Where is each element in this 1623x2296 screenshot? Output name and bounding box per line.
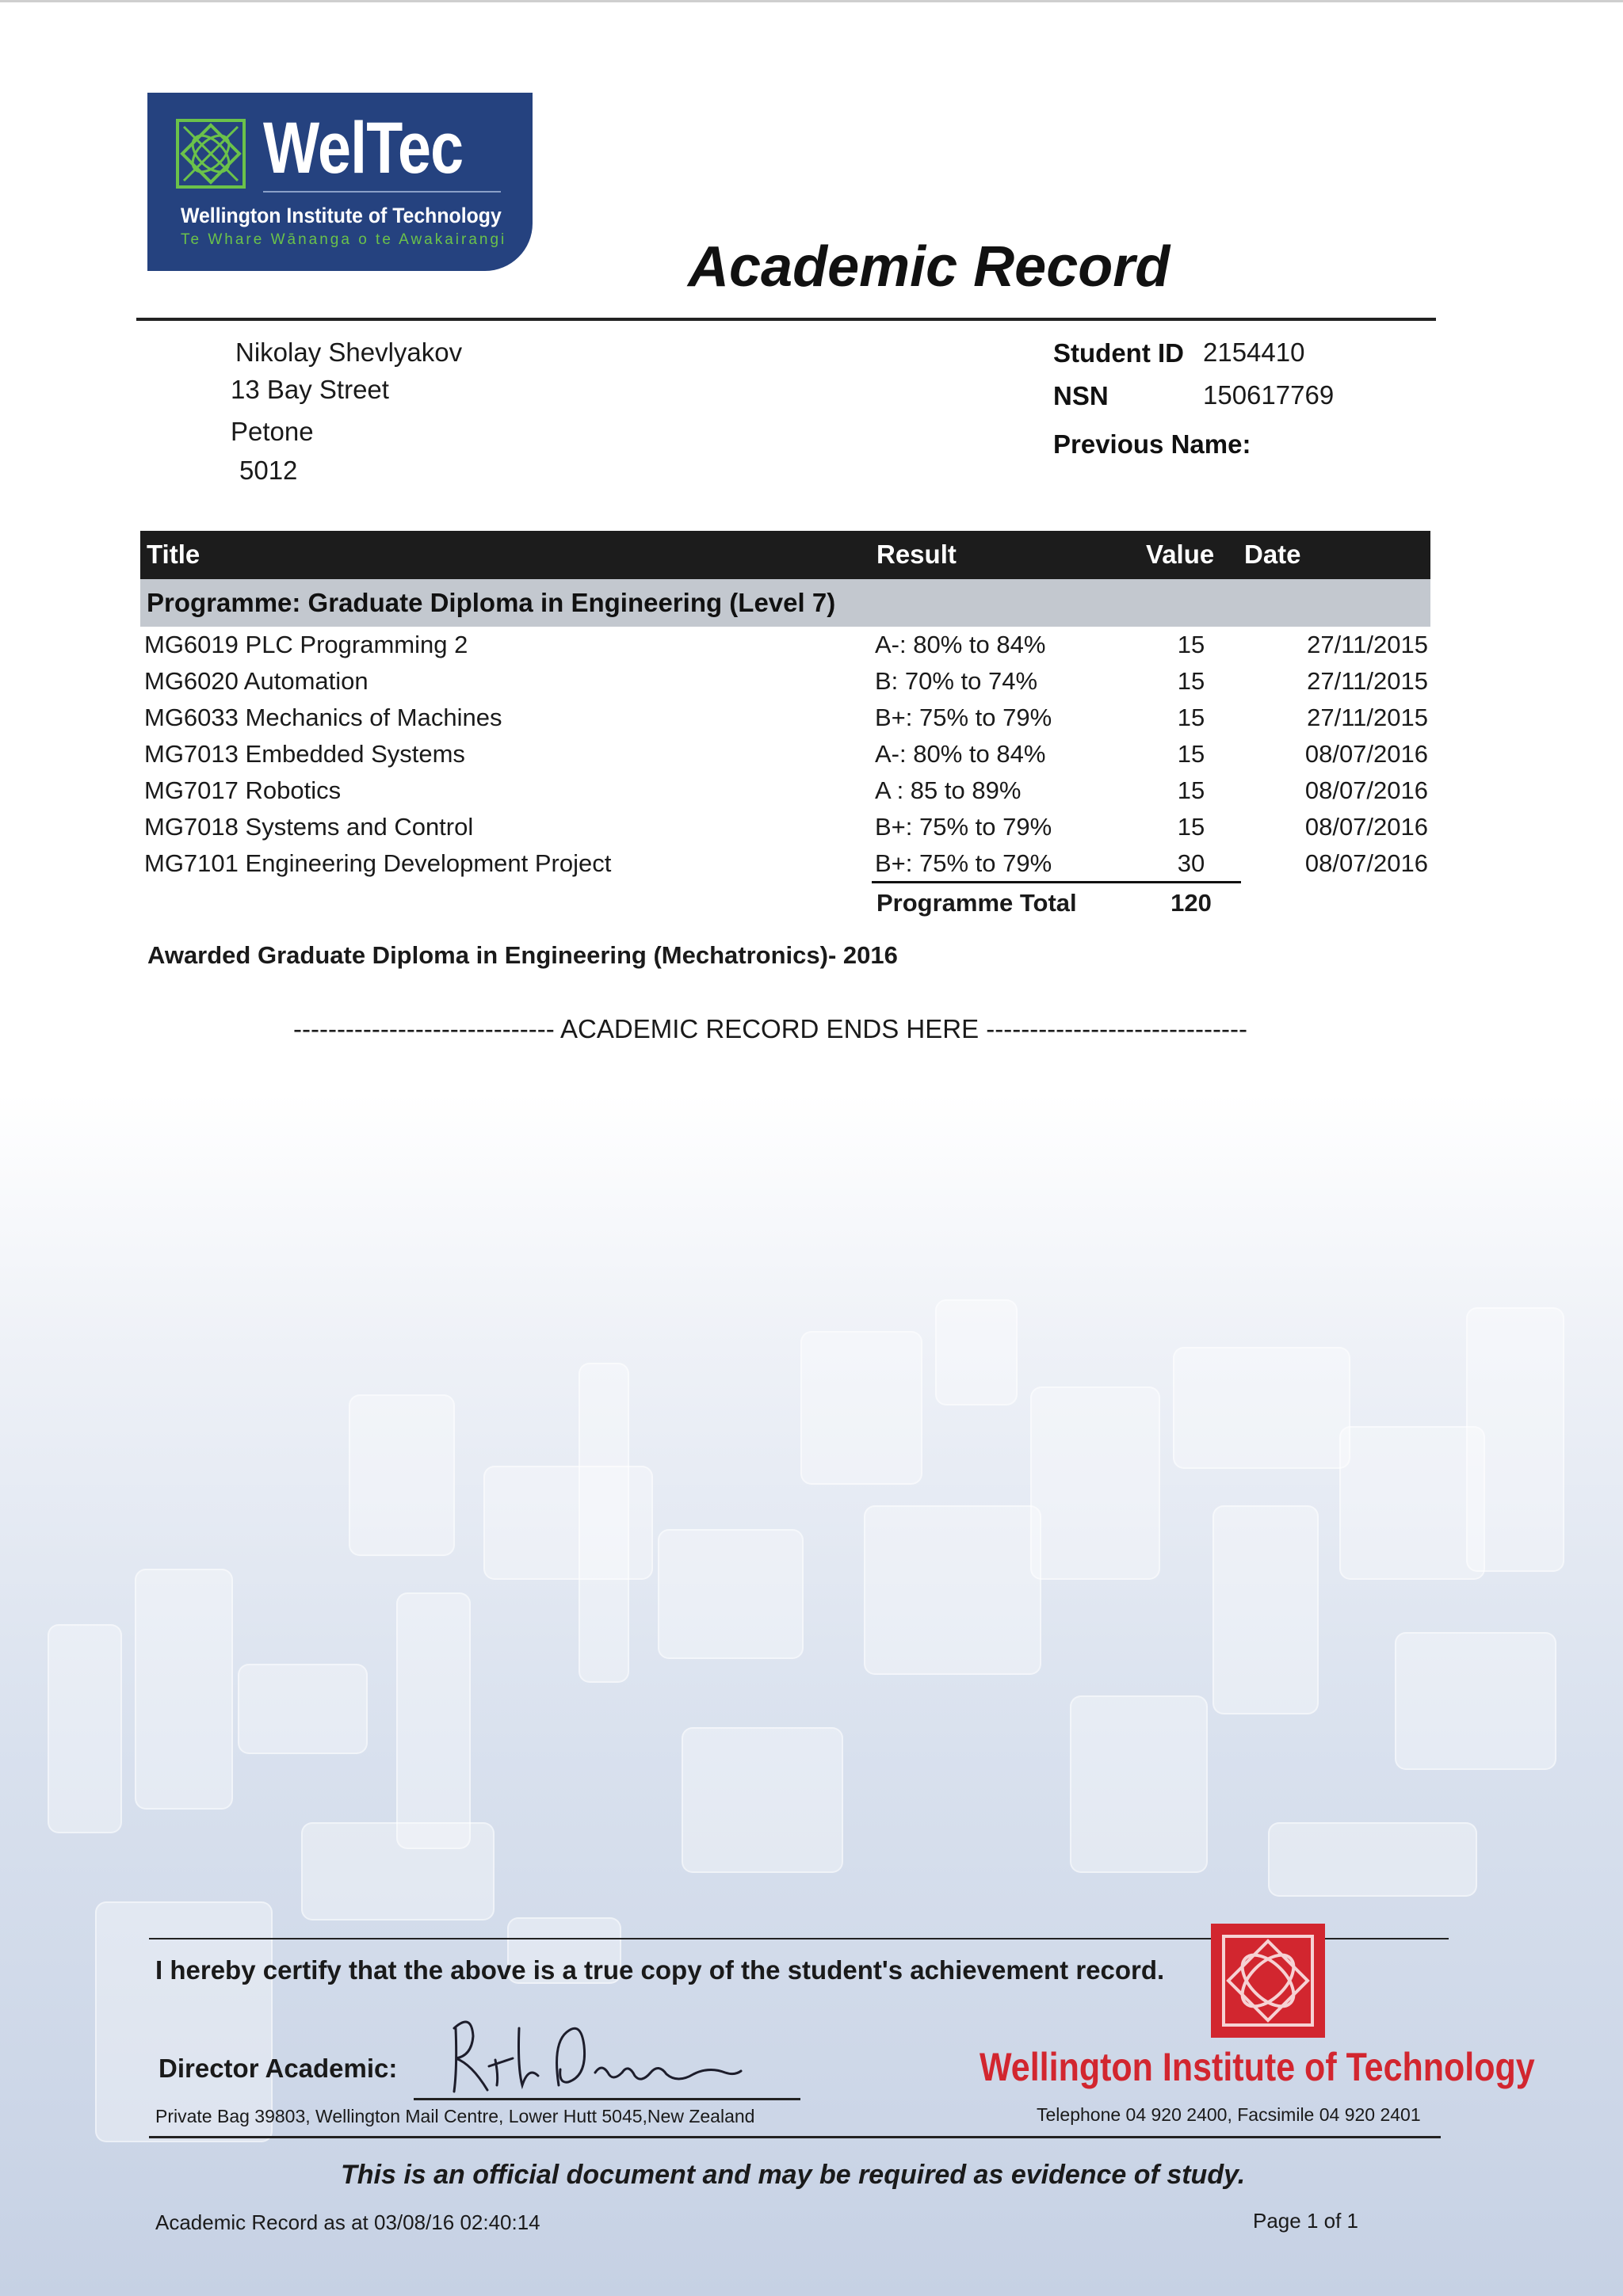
table-row [0,849,1623,886]
course-title: MG7018 Systems and Control [144,813,474,841]
signature-line [414,2098,800,2100]
course-value: 15 [1177,667,1205,695]
table-row [0,740,1623,776]
header-date: Date [1244,540,1301,569]
course-title: MG7013 Embedded Systems [144,740,465,768]
header-title: Title [147,540,200,569]
address-line-1: 13 Bay Street [231,375,389,404]
header-result: Result [876,540,957,569]
course-value: 15 [1177,704,1205,731]
table-row [0,631,1623,667]
course-date: 27/11/2015 [1307,631,1428,658]
course-value: 30 [1177,849,1205,877]
address-line-2: Petone [231,417,314,446]
logo-divider [263,191,501,193]
course-result: B+: 75% to 79% [875,704,1052,731]
table-header [140,531,1430,579]
course-value: 15 [1177,740,1205,768]
table-row [0,776,1623,813]
table-row [0,813,1623,849]
award-statement: Awarded Graduate Diploma in Engineering (Mechatronics)- 2016 [147,941,898,969]
course-result: A : 85 to 89% [875,776,1022,804]
course-result: B+: 75% to 79% [875,849,1052,877]
course-value: 15 [1177,776,1205,804]
address-postcode: 5012 [239,456,298,485]
table-row [0,667,1623,704]
course-result: A-: 80% to 84% [875,631,1046,658]
course-date: 27/11/2015 [1307,667,1428,695]
course-title: MG6033 Mechanics of Machines [144,704,502,731]
course-date: 08/07/2016 [1304,776,1428,804]
programme-total-label: Programme Total [876,889,1077,917]
logo-wordmark: WelTec [263,108,464,189]
footer-bottom-divider [149,2136,1441,2138]
total-divider [872,881,1241,883]
student-id-value: 2154410 [1203,338,1305,367]
course-result: B: 70% to 74% [875,667,1038,695]
course-date: 27/11/2015 [1307,704,1428,731]
director-signature [440,1997,773,2100]
programme-total-value: 120 [1170,889,1212,917]
top-edge-line [0,0,1623,2]
document-title: Academic Record [688,235,1170,299]
student-name: Nikolay Shevlyakov [235,338,463,367]
student-id-label: Student ID [1053,338,1184,368]
contact-phone: Telephone 04 920 2400, Facsimile 04 920 2401 [1037,2104,1421,2125]
course-title: MG6019 PLC Programming 2 [144,631,468,658]
programme-row [140,579,1430,627]
course-title: MG7101 Engineering Development Project [144,849,612,877]
record-timestamp: Academic Record as at 03/08/16 02:40:14 [155,2210,540,2234]
nsn-label: NSN [1053,381,1109,410]
weltec-stamp-icon [1211,1924,1325,2038]
record-end-marker: ------------------------------ ACADEMIC RECORD ENDS HERE ------------------------------ [293,1014,1247,1043]
title-divider [136,318,1436,321]
course-title: MG7017 Robotics [144,776,342,804]
course-value: 15 [1177,631,1205,658]
course-title: MG6020 Automation [144,667,369,695]
programme-name: Programme: Graduate Diploma in Engineering (Level 7) [147,588,836,617]
institution-name-stamp: Wellington Institute of Technology [980,2045,1535,2089]
weltec-logo [147,93,533,271]
course-value: 15 [1177,813,1205,841]
official-document-note: This is an official document and may be required as evidence of study. [341,2160,1246,2190]
nsn-value: 150617769 [1203,380,1335,410]
header-value: Value [1146,540,1215,569]
logo-subtitle: Wellington Institute of Technology [181,204,502,227]
course-result: B+: 75% to 79% [875,813,1052,841]
logo-maori-name: Te Whare Wānanga o te Awakairangi [181,231,507,248]
course-date: 08/07/2016 [1304,813,1428,841]
course-result: A-: 80% to 84% [875,740,1046,768]
table-row [0,704,1623,740]
weltec-emblem-icon [176,119,246,189]
postal-address: Private Bag 39803, Wellington Mail Centre, Lower Hutt 5045,New Zealand [155,2106,755,2126]
course-date: 08/07/2016 [1304,740,1428,768]
page-number: Page 1 of 1 [1253,2209,1358,2233]
director-label: Director Academic: [158,2054,398,2083]
previous-name-label: Previous Name: [1053,429,1251,459]
certification-statement: I hereby certify that the above is a true copy of the student's achievement record. [155,1955,1165,1985]
course-date: 08/07/2016 [1304,849,1428,877]
